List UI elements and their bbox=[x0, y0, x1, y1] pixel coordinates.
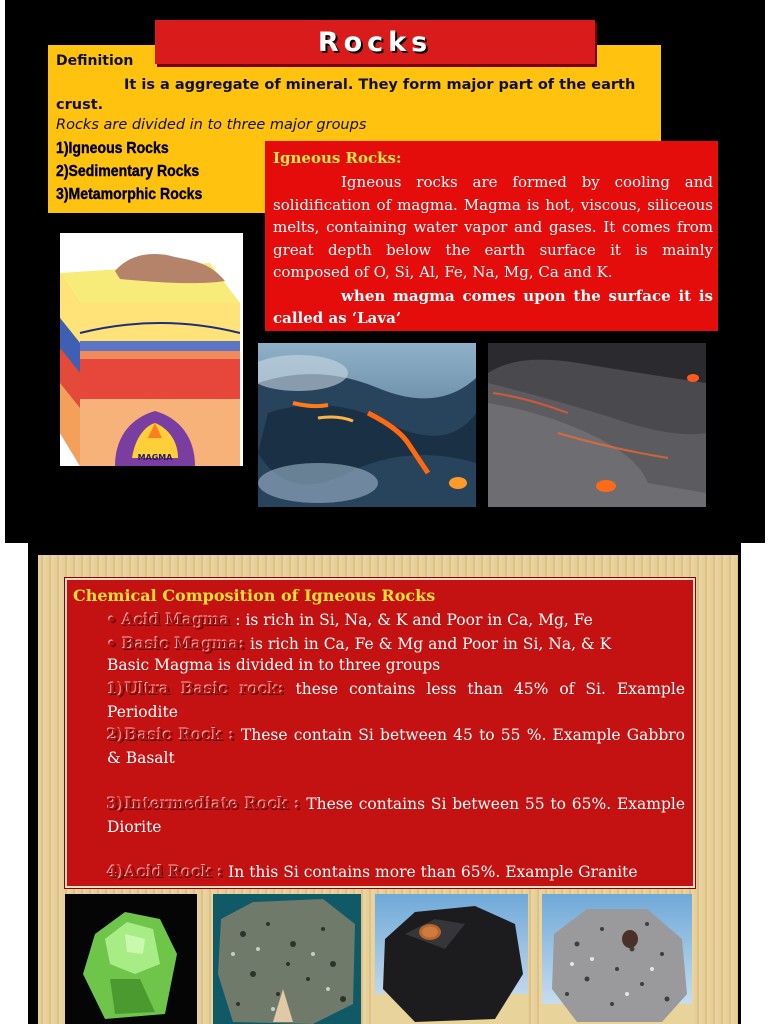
magma-diagram bbox=[60, 233, 243, 466]
basic-magma-text: is rich in Ca, Fe & Mg and Poor in Si, Na, & K bbox=[245, 635, 612, 653]
igneous-title: Igneous Rocks: bbox=[273, 149, 402, 167]
lava-definition: when magma comes upon the surface it is called as ‘Lava’ bbox=[273, 287, 713, 327]
lava-photo-aerial bbox=[258, 343, 476, 507]
acid-rock-keyword: 4)Acid Rock : bbox=[107, 862, 224, 881]
speckled-rock-image bbox=[213, 894, 361, 1024]
magma-label: MAGMA bbox=[137, 453, 173, 462]
slide-title: Rocks bbox=[317, 26, 433, 58]
slide-rocks bbox=[5, 0, 765, 543]
acid-magma-line bbox=[107, 608, 687, 632]
group-metamorphic: 3)Metamorphic Rocks bbox=[56, 186, 203, 203]
lava-photo-flow bbox=[488, 343, 706, 507]
peridotite-photo bbox=[65, 894, 197, 1024]
magma-cross-section-illustration bbox=[60, 233, 243, 466]
granite-rock-image bbox=[542, 894, 692, 1024]
igneous-rocks-box bbox=[265, 141, 718, 331]
ultra-basic-keyword: 1)Ultra Basic rock: bbox=[107, 679, 285, 698]
basic-rock-text: These contain Si between 45 to 55 %. Example Gabbro & Basalt bbox=[107, 726, 685, 767]
basic-magma-line bbox=[107, 632, 687, 656]
basic-magma-subtitle: Basic Magma is divided in to three groups bbox=[107, 656, 441, 674]
chemical-title: Chemical Composition of Igneous Rocks bbox=[73, 586, 436, 605]
ultra-basic-rock-item bbox=[107, 677, 685, 724]
lava-aerial-image bbox=[258, 343, 476, 507]
slide-chemical-composition bbox=[28, 543, 741, 1024]
acid-magma-text: : is rich in Si, Na, & K and Poor in Ca, Mg, Fe bbox=[230, 611, 593, 629]
acid-rock-item bbox=[107, 860, 685, 884]
basalt-photo bbox=[375, 894, 528, 1024]
green-crystal-image bbox=[65, 894, 197, 1024]
group-sedimentary: 2)Sedimentary Rocks bbox=[56, 163, 200, 180]
definition-text: It is a aggregate of mineral. They form major part of the earth crust. bbox=[56, 77, 636, 113]
basic-magma-keyword: • Basic Magma: bbox=[107, 634, 246, 653]
acid-rock-text: In this Si contains more than 65%. Example Granite bbox=[223, 863, 638, 881]
lava-flow-image bbox=[488, 343, 706, 507]
rock-groups-list bbox=[56, 137, 202, 206]
igneous-description: Igneous rocks are formed by cooling and solidification of magma. Magma is hot, viscous, siliceous melts, containing water vapor and gases. It comes from great depth below the earth surface it is mainly composed of O, Si, Al, Fe, Na, Mg, Ca and K. bbox=[273, 173, 713, 281]
magma-types bbox=[107, 608, 687, 656]
intermediate-rock-text: These contains Si between 55 to 65%. Example Diorite bbox=[107, 795, 685, 836]
basic-rock-keyword: 2)Basic Rock : bbox=[107, 725, 235, 744]
intermediate-rock-keyword: 3)Intermediate Rock : bbox=[107, 794, 301, 813]
granite-photo bbox=[542, 894, 692, 1024]
gabbro-photo bbox=[213, 894, 361, 1024]
acid-magma-keyword: • Acid Magma bbox=[107, 610, 231, 629]
title-banner bbox=[155, 20, 595, 64]
ultra-basic-text: these contains less than 45% of Si. Example Periodite bbox=[107, 680, 685, 721]
chemical-composition-box bbox=[65, 578, 695, 888]
group-igneous: 1)Igneous Rocks bbox=[56, 140, 169, 157]
definition-label: Definition bbox=[56, 53, 134, 69]
dark-rock-with-coin-image bbox=[375, 894, 528, 1024]
basic-rock-item bbox=[107, 723, 685, 770]
groups-intro: Rocks are divided in to three major groups bbox=[56, 117, 367, 133]
intermediate-rock-item bbox=[107, 792, 685, 839]
